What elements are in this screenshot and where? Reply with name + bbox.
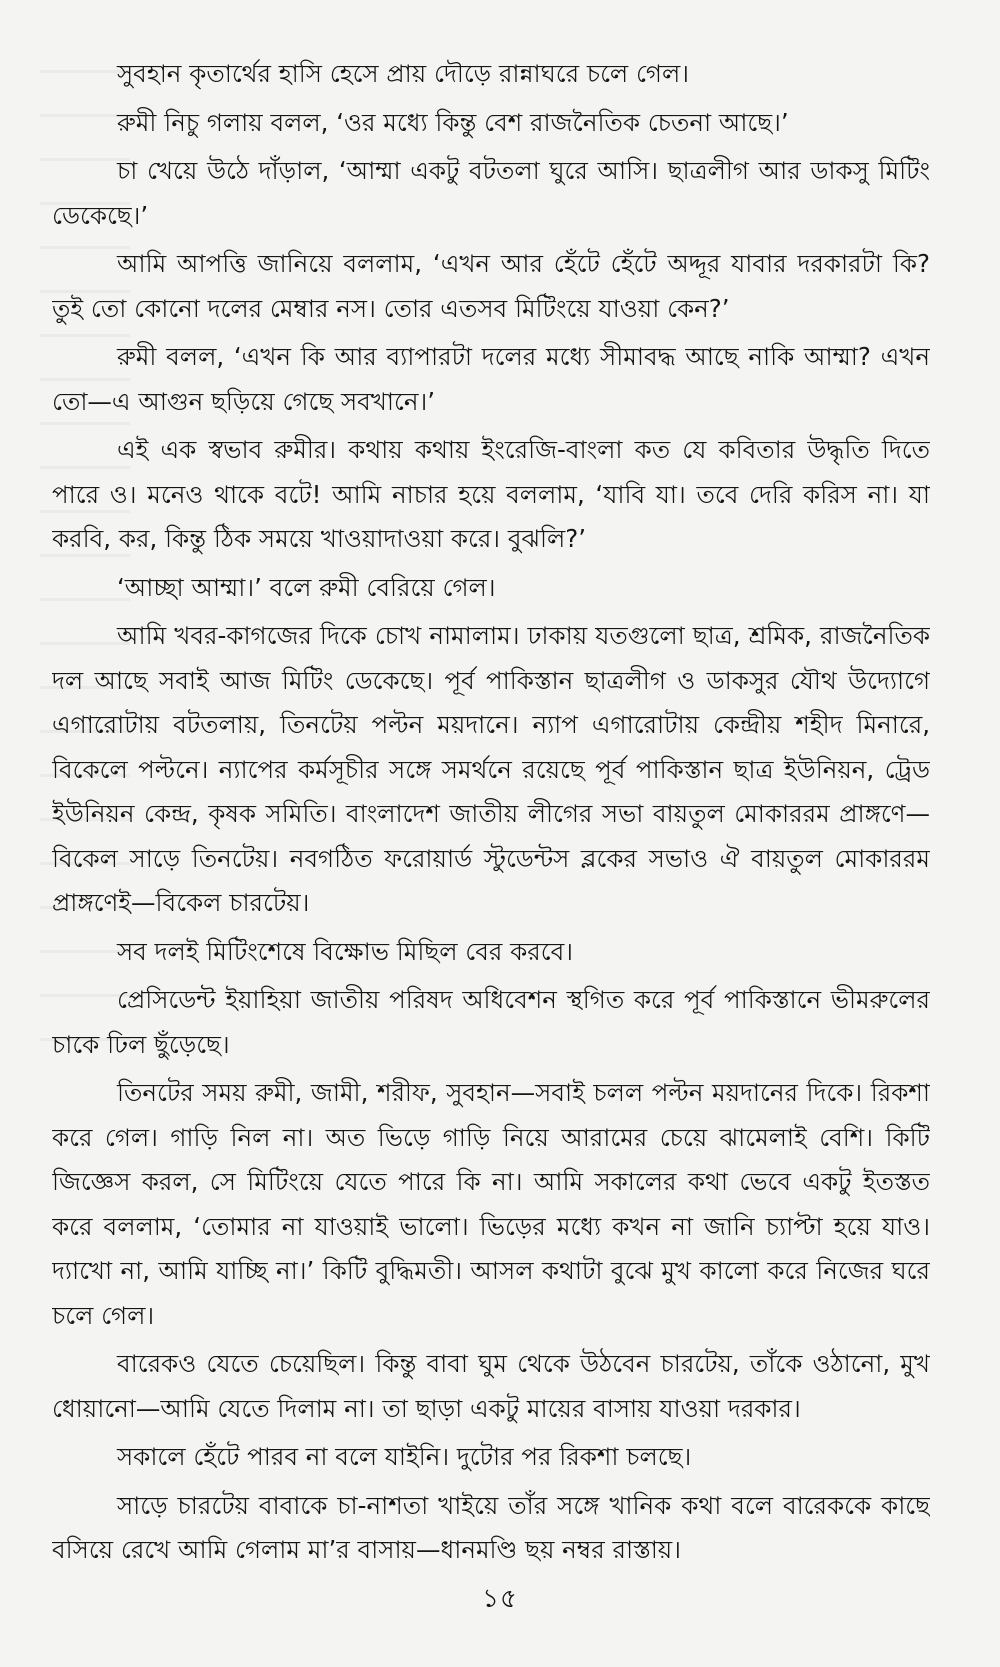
- paragraph-10: প্রেসিডেন্ট ইয়াহিয়া জাতীয় পরিষদ অধিবেশন স্থগিত করে পূর্ব পাকিস্তানে ভীমরুলের চাকে ঢিল ছুঁড়েছে।: [52, 985, 930, 1059]
- paragraph-4: আমি আপত্তি জানিয়ে বললাম, ‘এখন আর হেঁটে হেঁটে অদ্দূর যাবার দরকারটা কি? তুই তো কোনো দলের মেম্বার নস। তোর এতসব মিটিংয়ে যাওয়া কেন?’: [52, 249, 930, 323]
- paragraph-3: চা খেয়ে উঠে দাঁড়াল, ‘আম্মা একটু বটতলা ঘুরে আসি। ছাত্রলীগ আর ডাকসু মিটিং ডেকেছে।’: [52, 156, 930, 230]
- paragraph-9: সব দলই মিটিংশেষে বিক্ষোভ মিছিল বের করবে।: [117, 936, 573, 966]
- paragraph-6: এই এক স্বভাব রুমীর। কথায় কথায় ইংরেজি-বাংলা কত যে কবিতার উদ্ধৃতি দিতে পারে ও। মনেও থাকে বটে! আমি নাচার হয়ে বললাম, ‘যাবি যা। তবে দেরি করিস না। যা করবি, কর, কিন্তু ঠিক সময়ে খাওয়াদাওয়া করে। বুঝলি?’: [52, 435, 930, 553]
- paragraph-8: আমি খবর-কাগজের দিকে চোখ নামালাম। ঢাকায় যতগুলো ছাত্র, শ্রমিক, রাজনৈতিক দল আছে সবাই আজ মিটিং ডেকেছে। পূর্ব পাকিস্তান ছাত্রলীগ ও ডাকসুর যৌথ উদ্যোগে এগারোটায় বটতলায়, তিনটেয় পল্টন ময়দানে। ন্যাপ এগারোটায় কেন্দ্রীয় শহীদ মিনারে, বিকেলে পল্টনে। ন্যাপের কর্মসূচীর সঙ্গে সমর্থনে রয়েছে পূর্ব পাকিস্তান ছাত্র ইউনিয়ন, ট্রেড ইউনিয়ন কেন্দ্র, কৃষক সমিতি। বাংলাদেশ জাতীয় লীগের সভা বায়তুল মোকাররম প্রাঙ্গণে—বিকেল সাড়ে তিনটেয়। নবগঠিত ফরোয়ার্ড স্টুডেন্টস ব্লকের সভাও ঐ বায়তুল মোকাররম প্রাঙ্গণেই—বিকেল চারটেয়।: [52, 621, 930, 917]
- paragraph-5: রুমী বলল, ‘এখন কি আর ব্যাপারটা দলের মধ্যে সীমাবদ্ধ আছে নাকি আম্মা? এখন তো—এ আগুন ছড়িয়ে গেছে সবখানে।’: [52, 342, 930, 416]
- paragraph-11: তিনটের সময় রুমী, জামী, শরীফ, সুবহান—সবাই চলল পল্টন ময়দানের দিকে। রিকশা করে গেল। গাড়ি নিল না। অত ভিড়ে গাড়ি নিয়ে আরামের চেয়ে ঝামেলাই বেশি। কিটি জিজ্ঞেস করল, সে মিটিংয়ে যেতে পারে কি না। আমি সকালের কথা ভেবে একটু ইতস্তত করে বললাম, ‘তোমার না যাওয়াই ভালো। ভিড়ের মধ্যে কখন না জানি চ্যাপ্টা হয়ে যাও। দ্যাখো না, আমি যাচ্ছি না।’ কিটি বুদ্ধিমতী। আসল কথাটা বুঝে মুখ কালো করে নিজের ঘরে চলে গেল।: [52, 1078, 930, 1330]
- paragraph-13: সকালে হেঁটে পারব না বলে যাইনি। দুটোর পর রিকশা চলছে।: [117, 1442, 692, 1471]
- page-number: ১৫: [482, 1584, 518, 1614]
- paragraph-1: সুবহান কৃতার্থের হাসি হেসে প্রায় দৌড়ে রান্নাঘরে চলে গেল।: [117, 59, 689, 88]
- book-page-text: [52, 52, 930, 1592]
- paragraph-2: রুমী নিচু গলায় বলল, ‘ওর মধ্যে কিন্তু বেশ রাজনৈতিক চেতনা আছে।’: [117, 107, 789, 137]
- paragraph-14: সাড়ে চারটেয় বাবাকে চা-নাশতা খাইয়ে তাঁর সঙ্গে খানিক কথা বলে বারেককে কাছে বসিয়ে রেখে আমি গেলাম মা’র বাসায়—ধানমণ্ডি ছয় নম্বর রাস্তায়।: [52, 1490, 930, 1564]
- paragraph-7: ‘আচ্ছা আম্মা।’ বলে রুমী বেরিয়ে গেল।: [117, 572, 496, 602]
- paragraph-12: বারেকও যেতে চেয়েছিল। কিন্তু বাবা ঘুম থেকে উঠবেন চারটেয়, তাঁকে ওঠানো, মুখ ধোয়ানো—আমি যেতে দিলাম না। তা ছাড়া একটু মায়ের বাসায় যাওয়া দরকার।: [52, 1349, 930, 1423]
